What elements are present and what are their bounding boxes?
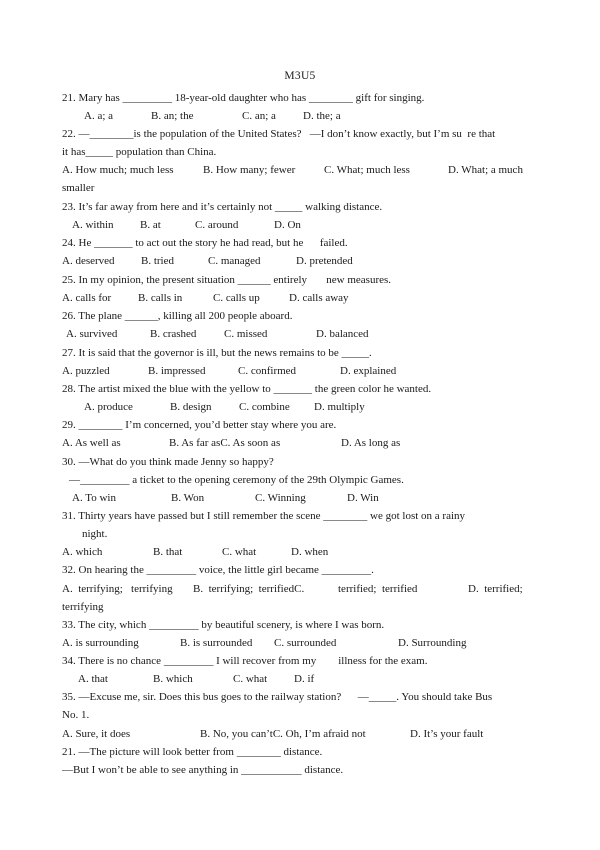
option-b: B. As far asC. As soon as [169, 437, 281, 449]
option-b: B. an; the [151, 110, 194, 122]
option-a: A. terrifying; terrifying [62, 583, 173, 595]
question-28-stem: 28. The artist mixed the blue with the yellow to _______ the green color he wanted. [62, 383, 432, 395]
option-c: C. around [195, 219, 239, 231]
question-24-options [62, 254, 540, 268]
question-22-stem-line1: 22. —________is the population of the United States? —I don’t know exactly, but I’m su re that [62, 128, 496, 140]
question-31-stem-line1: 31. Thirty years have passed but I still remember the scene ________ we got lost on a rainy [62, 510, 466, 522]
question-31-stem-line2: night. [82, 528, 108, 540]
option-a: A. To win [72, 492, 116, 504]
option-b: B. tried [141, 255, 174, 267]
question-26-options [62, 327, 540, 341]
question-21b-stem-line2: —But I won’t be able to see anything in ___________ distance. [62, 764, 344, 776]
question-30-options [62, 491, 540, 505]
option-d: D. when [291, 546, 329, 558]
question-21-stem: 21. Mary has _________ 18-year-old daughter who has ________ gift for singing. [62, 92, 425, 104]
question-23-options [62, 218, 540, 232]
option-d: D. explained [340, 365, 397, 377]
option-d: D. terrified; [468, 583, 523, 595]
question-32-options [62, 582, 540, 596]
question-30-stem-line1: 30. —What do you think made Jenny so happy? [62, 456, 274, 468]
option-d: D. calls away [289, 292, 349, 304]
option-a: A. calls for [62, 292, 112, 304]
question-30-stem-line2: —_________ a ticket to the opening ceremony of the 29th Olympic Games. [69, 474, 404, 486]
question-25-stem: 25. In my opinion, the present situation ______ entirely new measures. [62, 274, 392, 286]
option-c: C. an; a [242, 110, 276, 122]
option-a: A. which [62, 546, 103, 558]
question-22-stem-line2: it has_____ population than China. [62, 146, 217, 158]
option-c: C. calls up [213, 292, 260, 304]
question-27-stem: 27. It is said that the governor is ill, but the news remains to be _____. [62, 347, 372, 359]
option-c: C. surrounded [274, 637, 337, 649]
option-c: terrified; terrified [338, 583, 418, 595]
option-a: A. deserved [62, 255, 115, 267]
option-b: B. No, you can’tC. Oh, I’m afraid not [200, 728, 366, 740]
option-c: C. confirmed [238, 365, 297, 377]
question-32-stem: 32. On hearing the _________ voice, the little girl became _________. [62, 564, 374, 576]
question-21b-stem-line1: 21. —The picture will look better from ________ distance. [62, 746, 323, 758]
question-32-options-wrap: terrifying [62, 601, 104, 613]
option-b: B. crashed [150, 328, 197, 340]
question-28-options [62, 400, 540, 414]
option-d: D. Surrounding [398, 637, 467, 649]
page-title: M3U5 [284, 70, 316, 82]
option-c: C. managed [208, 255, 261, 267]
option-a: A. How much; much less [62, 164, 174, 176]
option-c: C. what [222, 546, 257, 558]
question-22-options [62, 163, 540, 177]
option-c: C. what [233, 673, 268, 685]
option-b: B. How many; fewer [203, 164, 296, 176]
option-a: A. As well as [62, 437, 121, 449]
question-31-options [62, 545, 540, 559]
question-34-stem: 34. There is no chance _________ I will recover from my illness for the exam. [62, 655, 428, 667]
option-b: B. calls in [138, 292, 183, 304]
option-d: D. What; a much [448, 164, 523, 176]
option-a: A. produce [84, 401, 133, 413]
option-a: A. that [78, 673, 108, 685]
option-d: D. It’s your fault [410, 728, 484, 740]
question-35-options [62, 727, 540, 741]
option-d: D. pretended [296, 255, 353, 267]
question-24-stem: 24. He _______ to act out the story he had read, but he failed. [62, 237, 348, 249]
option-d: D. multiply [314, 401, 365, 413]
question-35-stem-line1: 35. —Excuse me, sir. Does this bus goes to the railway station? —_____. You should take Bus [62, 691, 493, 703]
option-d: D. balanced [316, 328, 369, 340]
question-21-options [62, 109, 540, 123]
question-34-options [62, 672, 540, 686]
option-b: B. design [170, 401, 212, 413]
option-d: D. On [274, 219, 301, 231]
option-a: A. within [72, 219, 114, 231]
option-c: C. combine [239, 401, 290, 413]
option-a: A. a; a [84, 110, 114, 122]
question-33-options [62, 636, 540, 650]
option-b: B. that [153, 546, 183, 558]
option-d: D. the; a [303, 110, 341, 122]
question-27-options [62, 364, 540, 378]
option-c: C. Winning [255, 492, 306, 504]
question-23-stem: 23. It’s far away from here and it’s certainly not _____ walking distance. [62, 201, 383, 213]
option-b: B. impressed [148, 365, 206, 377]
option-b: B. is surrounded [180, 637, 253, 649]
option-a: A. survived [66, 328, 118, 340]
option-c: C. What; much less [324, 164, 410, 176]
option-a: A. is surrounding [62, 637, 139, 649]
option-b: B. at [140, 219, 161, 231]
option-b: B. which [153, 673, 193, 685]
option-b: B. Won [171, 492, 205, 504]
option-b: B. terrifying; terrifiedC. [193, 583, 305, 595]
question-22-options-wrap: smaller [62, 182, 95, 194]
option-a: A. Sure, it does [62, 728, 131, 740]
question-29-stem: 29. ________ I’m concerned, you’d better stay where you are. [62, 419, 337, 431]
option-a: A. puzzled [62, 365, 110, 377]
option-d: D. As long as [341, 437, 401, 449]
option-d: D. Win [347, 492, 379, 504]
option-c: C. missed [224, 328, 268, 340]
question-26-stem: 26. The plane ______, killing all 200 people aboard. [62, 310, 293, 322]
question-25-options [62, 291, 540, 305]
question-33-stem: 33. The city, which _________ by beautiful scenery, is where I was born. [62, 619, 385, 631]
question-29-options [62, 436, 540, 450]
question-35-stem-line2: No. 1. [62, 709, 90, 721]
option-d: D. if [294, 673, 315, 685]
